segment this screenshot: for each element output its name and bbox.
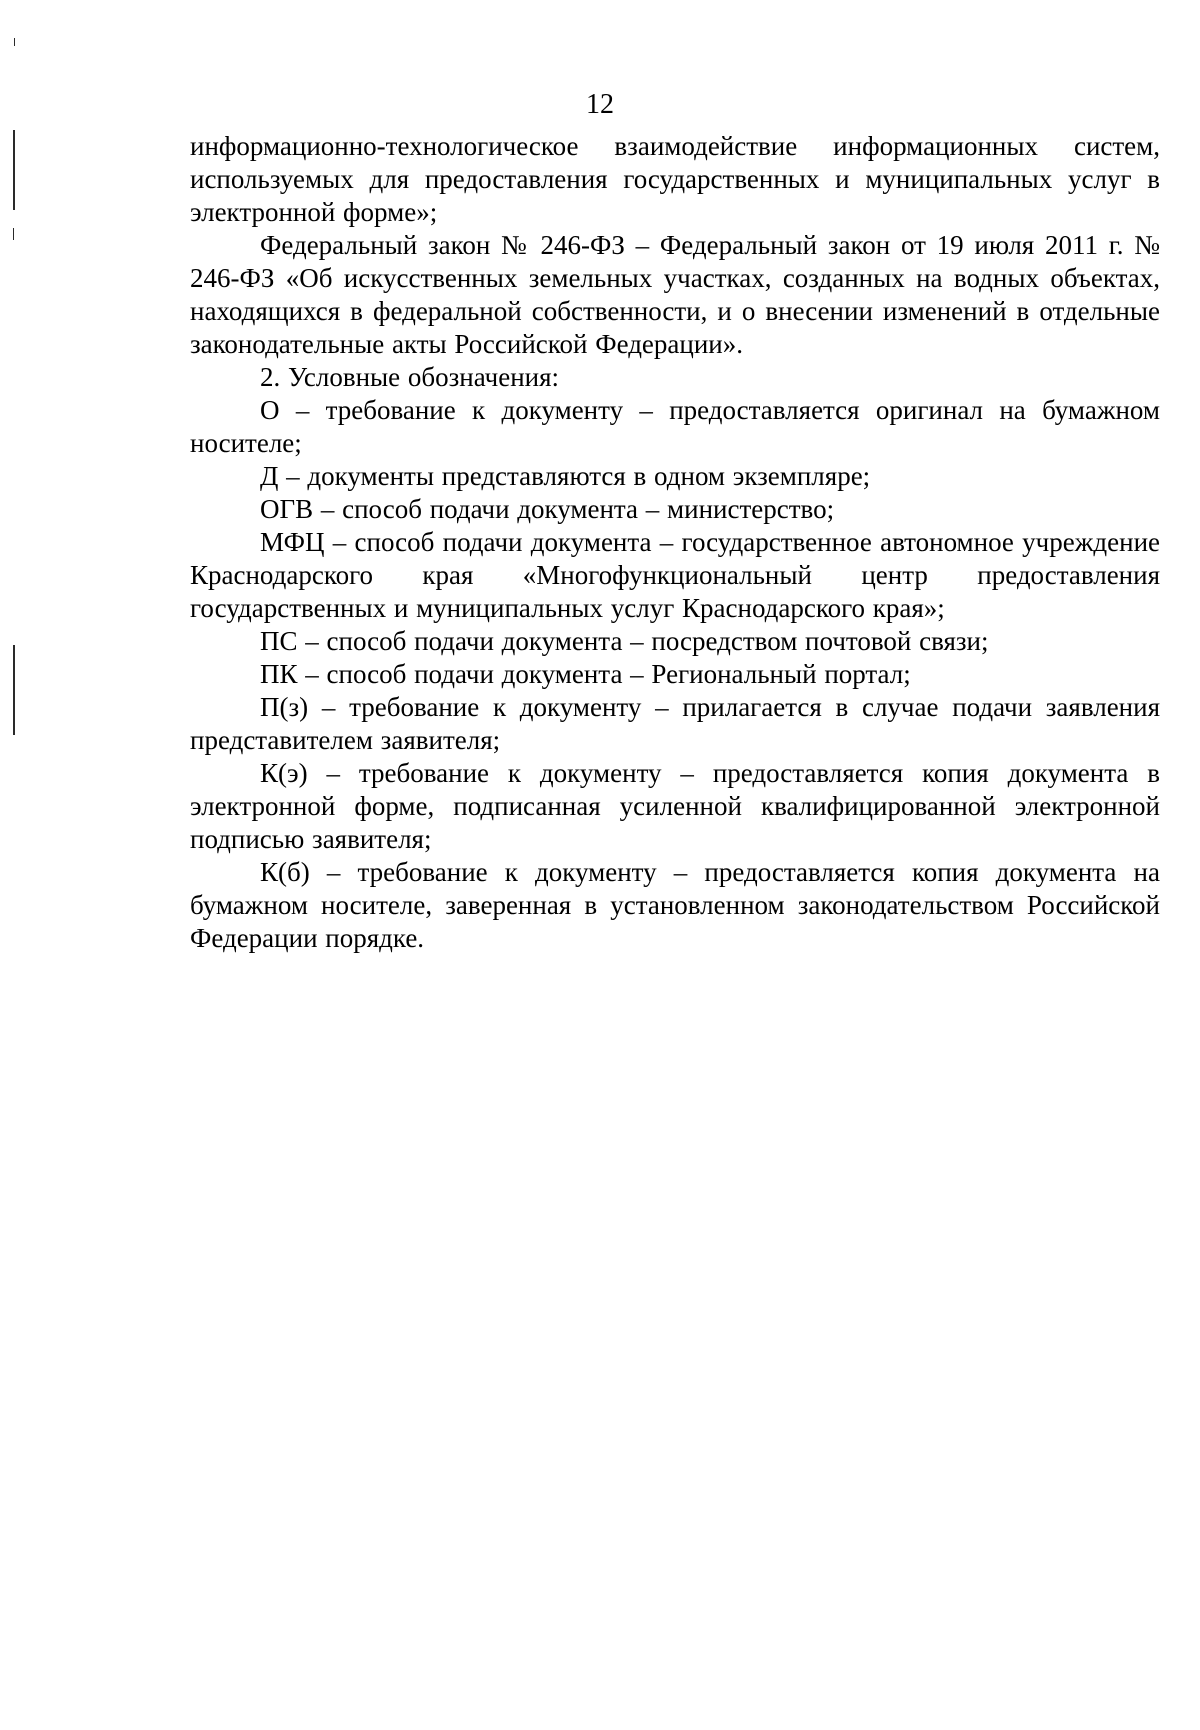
scan-artifact-mark [13,228,14,240]
page-number: 12 [586,89,614,120]
paragraph: Д – документы представляются в одном экземпляре; [260,461,871,491]
paragraph: 2. Условные обозначения: [260,362,560,392]
paragraph: П(з) – требование к документу – прилагается в случае подачи заявления представителем заявителя; [190,692,1160,755]
paragraph: О – требование к документу – предоставляется оригинал на бумажном носителе; [190,395,1160,458]
paragraph: МФЦ – способ подачи документа – государственное автономное учреждение Краснодарского края «Многофункциональный центр предоставления государственных и муниципальных услуг Краснодарского края»; [190,527,1160,623]
paragraph: информационно-технологическое взаимодействие информационных систем, используемых для предоставления государственных и муниципальных услуг в электронной форме»; [190,131,1160,227]
scan-artifact-mark [14,38,15,46]
paragraph: К(б) – требование к документу – предоставляется копия документа на бумажном носителе, заверенная в установленном законодательством Российской Федерации порядке. [190,857,1160,953]
paragraph: ПС – способ подачи документа – посредством почтовой связи; [260,626,989,656]
scan-artifact-mark [13,645,15,735]
paragraph: ПК – способ подачи документа – Региональный портал; [260,659,911,689]
paragraph: ОГВ – способ подачи документа – министерство; [260,494,835,524]
paragraph: К(э) – требование к документу – предоставляется копия документа в электронной форме, подписанная усиленной квалифицированной электронной подписью заявителя; [190,758,1160,854]
scan-artifact-mark [13,130,15,210]
document-body [190,130,1160,955]
paragraph: Федеральный закон № 246-ФЗ – Федеральный закон от 19 июля 2011 г. № 246-ФЗ «Об искусственных земельных участках, созданных на водных объектах, находящихся в федеральной собственности, и о внесении изменений в отдельные законодательные акты Российской Федерации». [190,230,1160,359]
